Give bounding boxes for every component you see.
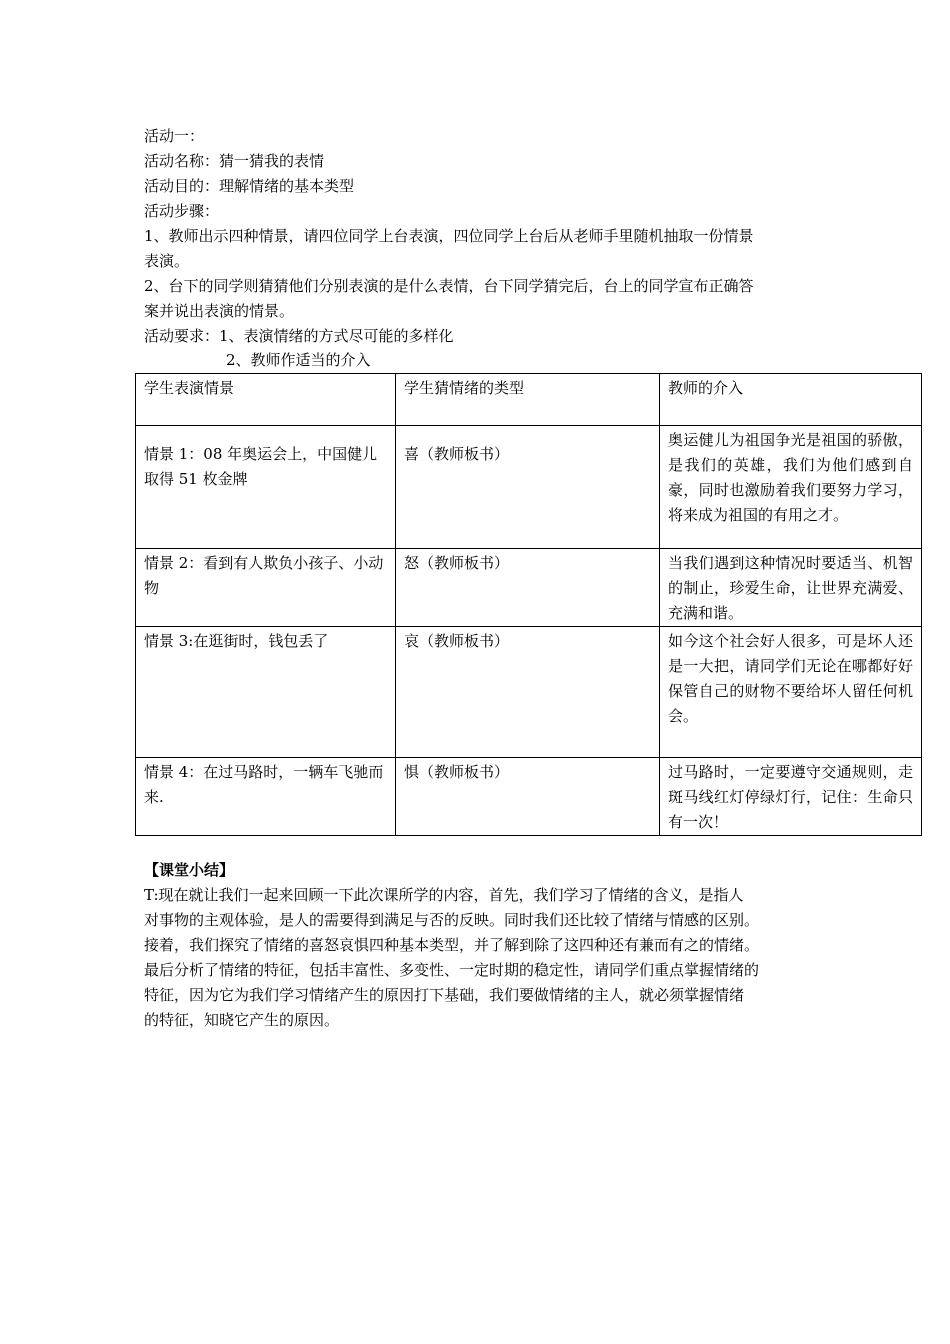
activity-steps-label: 活动步骤： (144, 202, 220, 220)
scene-cell: 情景 3:在逛街时，钱包丢了 (136, 627, 396, 758)
activity-step2-line2: 案并说出表演的情景。 (144, 302, 295, 320)
activity-step2-line1: 2、台下的同学则猜猜他们分别表演的是什么表情，台下同学猜完后，台上的同学宣布正确答 (144, 277, 754, 295)
table-row (136, 627, 922, 758)
activity-step1-line1: 1、教师出示四种情景，请四位同学上台表演，四位同学上台后从老师手里随机抽取一份情景 (144, 227, 754, 245)
summary-title: 【课堂小结】 (144, 861, 235, 879)
summary-line: 对事物的主观体验，是人的需要得到满足与否的反映。同时我们还比较了情绪与情感的区别。 (144, 911, 760, 929)
scene-cell: 情景 1：08 年奥运会上，中国健儿取得 51 枚金牌 (136, 426, 396, 549)
intervention-cell: 当我们遇到这种情况时要适当、机智的制止，珍爱生命，让世界充满爱、充满和谐。 (660, 549, 922, 627)
header-scene: 学生表演情景 (136, 374, 396, 426)
header-emotion: 学生猜情绪的类型 (396, 374, 660, 426)
table-row (136, 426, 922, 549)
emotion-cell: 喜（教师板书） (396, 426, 660, 549)
emotion-cell: 怒（教师板书） (396, 549, 660, 627)
scene-cell: 情景 4：在过马路时，一辆车飞驰而来. (136, 758, 396, 836)
table-row (136, 758, 922, 836)
scene-cell: 情景 2：看到有人欺负小孩子、小动物 (136, 549, 396, 627)
header-intervention: 教师的介入 (660, 374, 922, 426)
intervention-cell: 如今这个社会好人很多，可是坏人还是一大把，请同学们无论在哪都好好保管自己的财物不要给坏人留任何机会。 (660, 627, 922, 758)
activity-goal: 活动目的：理解情绪的基本类型 (144, 177, 355, 195)
activity-heading: 活动一： (144, 127, 205, 145)
summary-line: 最后分析了情绪的特征，包括丰富性、多变性、一定时期的稳定性，请同学们重点掌握情绪的 (144, 961, 760, 979)
emotion-cell: 哀（教师板书） (396, 627, 660, 758)
summary-line: 特征，因为它为我们学习情绪产生的原因打下基础，我们要做情绪的主人，就必须掌握情绪 (144, 986, 745, 1004)
situation-table (135, 373, 922, 836)
table-header-row (136, 374, 922, 426)
activity-name: 活动名称：猜一猜我的表情 (144, 152, 325, 170)
activity-step1-line2: 表演。 (144, 252, 190, 270)
intervention-cell: 过马路时，一定要遵守交通规则，走斑马线红灯停绿灯行，记住：生命只有一次！ (660, 758, 922, 836)
emotion-cell: 惧（教师板书） (396, 758, 660, 836)
activity-requirement-2: 2、教师作适当的介入 (226, 351, 371, 369)
table-row (136, 549, 922, 627)
activity-requirement-1: 活动要求：1、表演情绪的方式尽可能的多样化 (144, 327, 454, 345)
summary-line: 接着，我们探究了情绪的喜怒哀惧四种基本类型，并了解到除了这四种还有兼而有之的情绪。 (144, 936, 760, 954)
summary-line: 的特征，知晓它产生的原因。 (144, 1011, 340, 1029)
summary-line: T:现在就让我们一起来回顾一下此次课所学的内容，首先，我们学习了情绪的含义，是指人 (144, 886, 744, 904)
intervention-cell: 奥运健儿为祖国争光是祖国的骄傲，是我们的英雄，我们为他们感到自豪，同时也激励着我们要努力学习，将来成为祖国的有用之才。 (660, 426, 922, 549)
